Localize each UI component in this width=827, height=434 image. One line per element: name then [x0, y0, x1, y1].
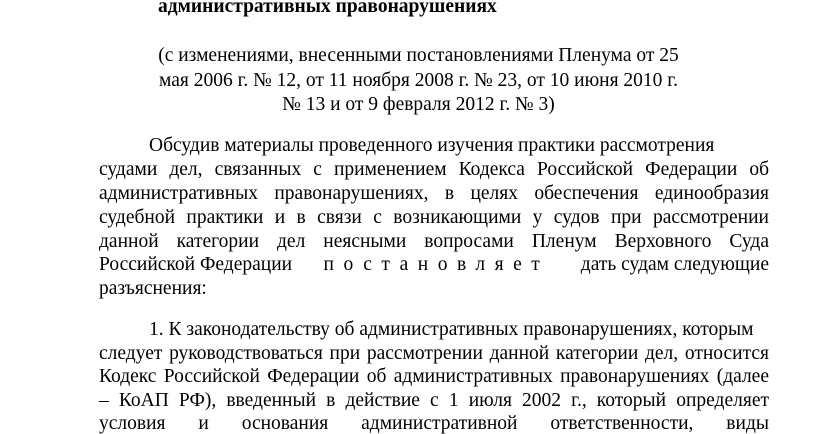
- preamble-line-3: административных правонарушениях, в целях обеспечения единообразия: [99, 183, 769, 204]
- preamble-line-4: судебной практики и в связи с возникающими у судов при рассмотрении: [99, 207, 769, 228]
- paragraph-1-line-5-word: административной: [361, 413, 518, 434]
- preamble-line-7: разъяснения:: [99, 278, 207, 299]
- preamble-line-6-start: Российской Федерации: [99, 254, 293, 275]
- paragraph-1-line-5-word: виды: [726, 413, 769, 434]
- amendments-line-1: (с изменениями, внесенными постановлениями Пленума от 25: [158, 45, 679, 66]
- paragraph-1-line-5: [99, 412, 769, 434]
- paragraph-1-line-3: Кодекс Российской Федерации об административных правонарушениях (далее: [99, 366, 769, 387]
- preamble-line-5: данной категории дел неясными вопросами Пленум Верховного Суда: [99, 231, 769, 252]
- resolution-keyword: постановляет: [323, 254, 550, 275]
- amendments-line-2: мая 2006 г. № 12, от 11 ноября 2008 г. № 23, от 10 июня 2010 г.: [159, 70, 678, 91]
- preamble-line-6: [99, 253, 769, 277]
- preamble-line-6-end: дать судам следующие: [580, 254, 769, 275]
- paragraph-1-line-5-word: и: [198, 413, 209, 434]
- document-title: административных правонарушениях: [158, 0, 497, 17]
- paragraph-1-line-5-word: условия: [99, 413, 166, 434]
- preamble-line-1: Обсудив материалы проведенного изучения практики рассмотрения: [149, 135, 715, 156]
- preamble-line-2: судами дел, связанных с применением Кодекса Российской Федерации об: [99, 159, 769, 180]
- paragraph-1-line-5-word: основания: [241, 413, 329, 434]
- paragraph-1-line-4: – КоАП РФ), введенный в действие с 1 июля 2002 г., который определяет: [99, 390, 769, 411]
- paragraph-1-line-1: 1. К законодательству об административных правонарушениях, которым: [149, 319, 754, 340]
- paragraph-1-line-5-word: ответственности,: [550, 413, 694, 434]
- amendments-line-3: № 13 и от 9 февраля 2012 г. № 3): [282, 94, 555, 115]
- paragraph-1-line-2: следует руководствоваться при рассмотрении данной категории дел, относится: [99, 343, 769, 364]
